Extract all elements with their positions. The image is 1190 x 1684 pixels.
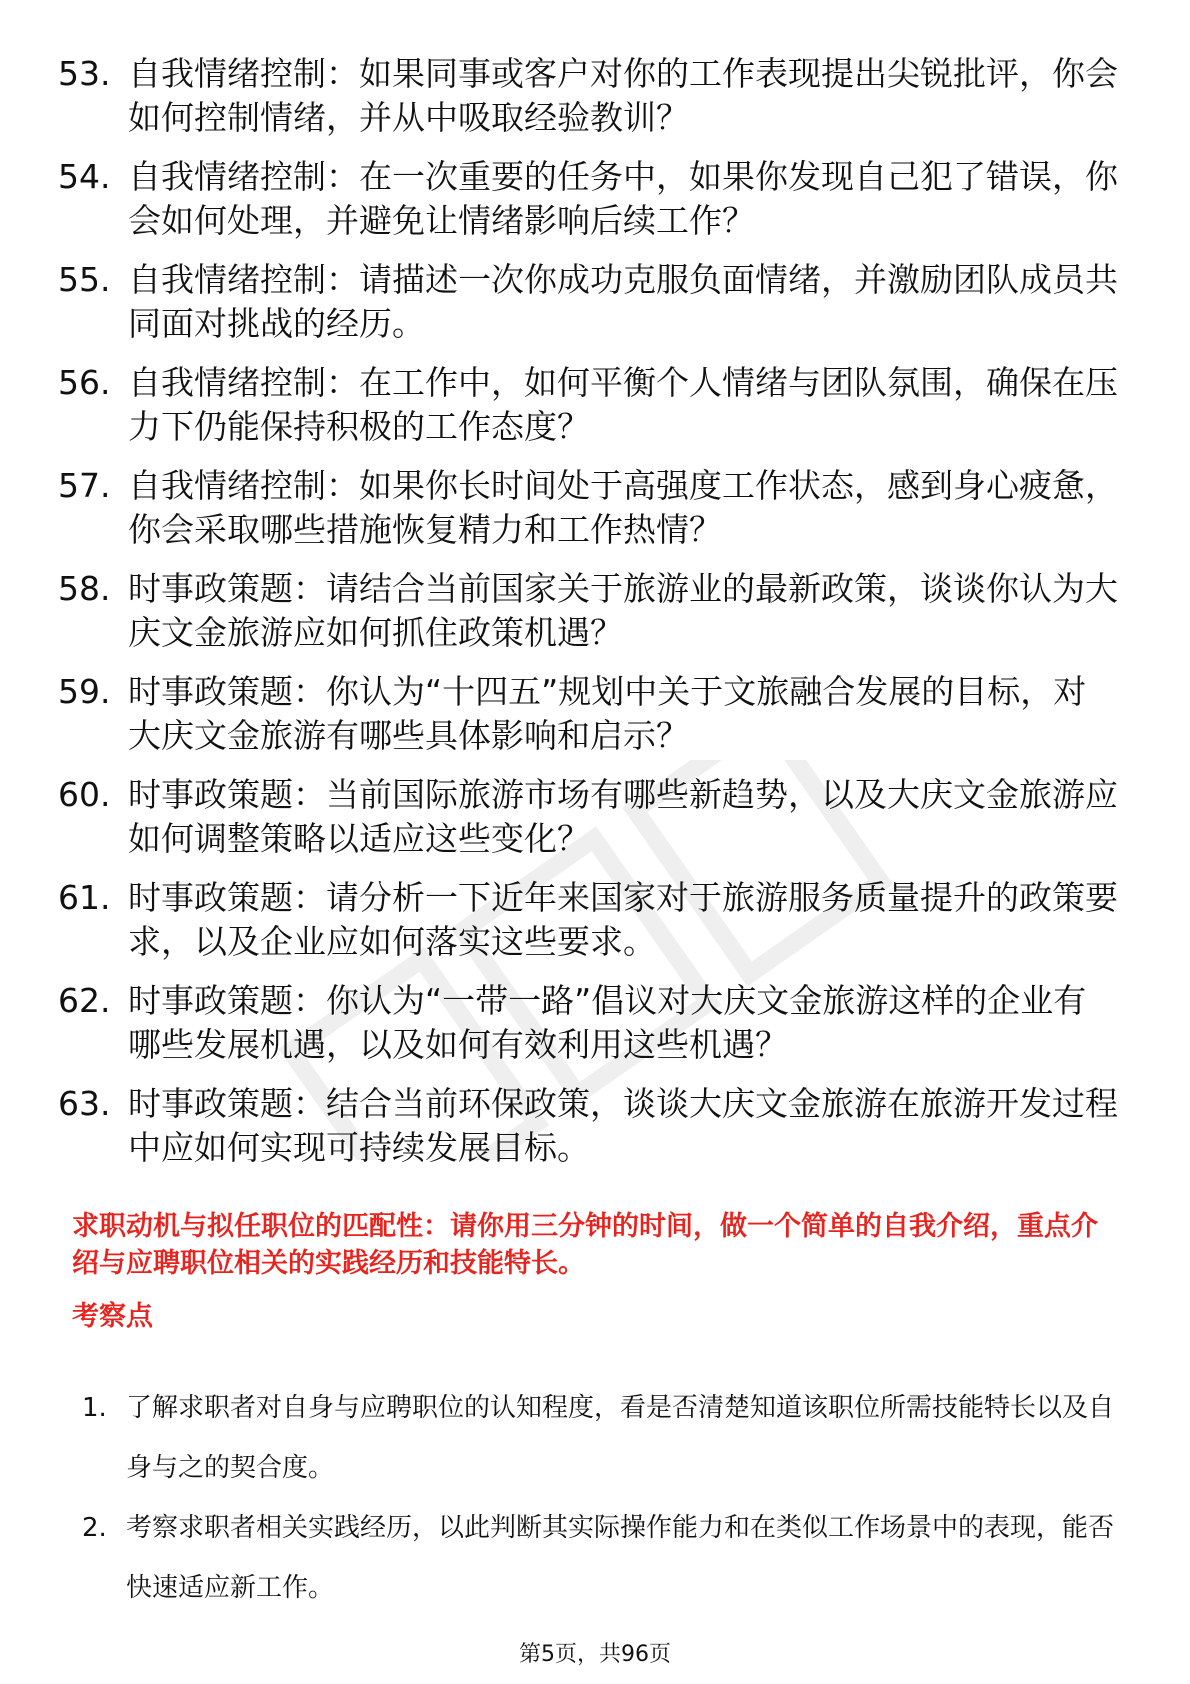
- question-number: 54.: [58, 157, 111, 196]
- question-number: 53.: [58, 54, 111, 93]
- question-number: 60.: [58, 775, 111, 814]
- point-number: 1.: [82, 1393, 107, 1423]
- question-text: 自我情绪控制：如果你长时间处于高强度工作状态，感到身心疲惫，你会采取哪些措施恢复精力和工作热情？: [128, 466, 1118, 549]
- assessment-point: [82, 1498, 1122, 1618]
- question-text: 时事政策题：结合当前环保政策，谈谈大庆文金旅游在旅游开发过程中应如何实现可持续发展目标。: [128, 1084, 1118, 1167]
- question-item: [58, 258, 1118, 346]
- question-number: 56.: [58, 363, 111, 402]
- question-item: [58, 979, 1118, 1067]
- question-number: 58.: [58, 569, 111, 608]
- question-number: 62.: [58, 981, 111, 1020]
- question-text: 自我情绪控制：在一次重要的任务中，如果你发现自己犯了错误，你会如何处理，并避免让情绪影响后续工作？: [128, 157, 1118, 240]
- page-footer: 第5页，共96页: [519, 1642, 671, 1667]
- question-item: [58, 876, 1118, 964]
- question-item: [58, 567, 1118, 655]
- question-text: 时事政策题：你认为“一带一路”倡议对大庆文金旅游这样的企业有哪些发展机遇，以及如何有效利用这些机遇？: [128, 981, 1087, 1064]
- question-item: [58, 464, 1118, 552]
- point-text: 了解求职者对自身与应聘职位的认知程度，看是否清楚知道该职位所需技能特长以及自身与之的契合度。: [126, 1393, 1115, 1483]
- question-text: 自我情绪控制：如果同事或客户对你的工作表现提出尖锐批评，你会如何控制情绪，并从中吸取经验教训？: [128, 54, 1118, 137]
- section-subheading: 考察点: [72, 1301, 153, 1332]
- assessment-points-list: [82, 1378, 1122, 1618]
- question-text: 时事政策题：请分析一下近年来国家对于旅游服务质量提升的政策要求，以及企业应如何落实这些要求。: [128, 878, 1118, 961]
- question-list: [58, 52, 1118, 1185]
- question-number: 59.: [58, 672, 111, 711]
- question-number: 61.: [58, 878, 111, 917]
- point-text: 考察求职者相关实践经历，以此判断其实际操作能力和在类似工作场景中的表现，能否快速适应新工作。: [126, 1513, 1115, 1603]
- assessment-point: [82, 1378, 1122, 1498]
- question-item: [58, 155, 1118, 243]
- question-item: [58, 773, 1118, 861]
- question-text: 时事政策题：当前国际旅游市场有哪些新趋势，以及大庆文金旅游应如何调整策略以适应这些变化？: [128, 775, 1118, 858]
- section-heading: 求职动机与拟任职位的匹配性：请你用三分钟的时间，做一个简单的自我介绍，重点介绍与应聘职位相关的实践经历和技能特长。: [72, 1211, 1098, 1279]
- question-text: 自我情绪控制：在工作中，如何平衡个人情绪与团队氛围，确保在压力下仍能保持积极的工作态度？: [128, 363, 1118, 446]
- question-number: 63.: [58, 1084, 111, 1123]
- question-text: 自我情绪控制：请描述一次你成功克服负面情绪，并激励团队成员共同面对挑战的经历。: [128, 260, 1118, 343]
- question-number: 55.: [58, 260, 111, 299]
- point-number: 2.: [82, 1513, 107, 1543]
- question-item: [58, 1082, 1118, 1170]
- question-number: 57.: [58, 466, 111, 505]
- question-item: [58, 361, 1118, 449]
- question-text: 时事政策题：你认为“十四五”规划中关于文旅融合发展的目标，对大庆文金旅游有哪些具体影响和启示？: [128, 672, 1087, 755]
- question-item: [58, 670, 1118, 758]
- question-text: 时事政策题：请结合当前国家关于旅游业的最新政策，谈谈你认为大庆文金旅游应如何抓住政策机遇？: [128, 569, 1118, 652]
- question-item: [58, 52, 1118, 140]
